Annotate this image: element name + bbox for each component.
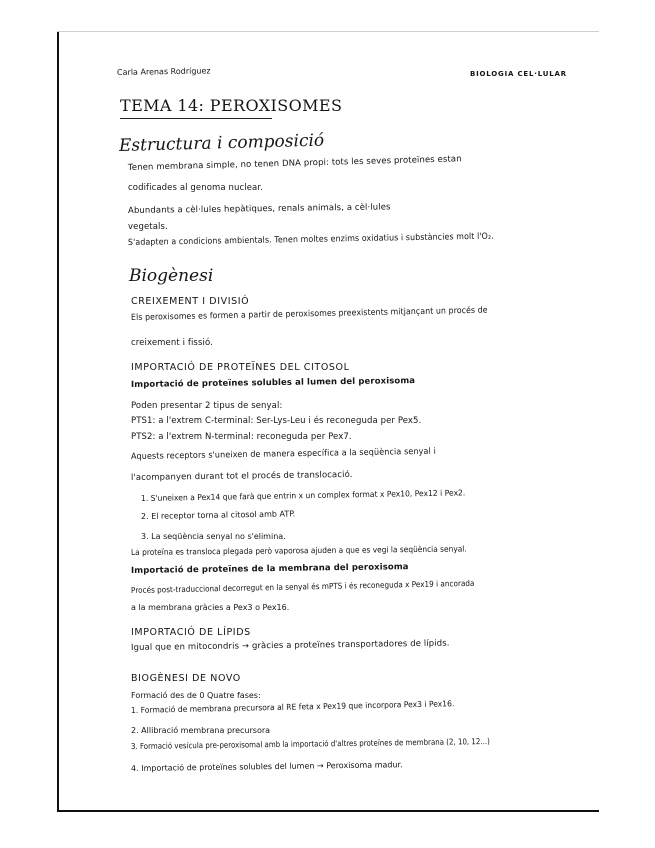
subject-label: BIOLOGIA CEL·LULAR [470, 70, 567, 78]
subheading-de-novo: BIOGÈNESI DE NOVO [131, 673, 241, 684]
heading-structure: Estructura i composició [118, 130, 325, 156]
structure-line-1: Tenen membrana simple, no tenen DNA propi: tots les seves proteïnes estan [127, 154, 462, 173]
author-name: Carla Arenas Rodríguez [116, 66, 211, 77]
import-line-3: PTS2: a l'extrem N-terminal: reconeguda per Pex7. [131, 432, 352, 442]
de-novo-step-1: 1. Formació de membrana precursora al RE feta x Pex19 que incorpora Pex3 i Pex16. [130, 699, 455, 715]
soluble-import-title: Importació de proteïnes solubles al lumen del peroxisoma [130, 376, 416, 390]
structure-line-4: vegetals. [128, 222, 168, 232]
membrane-line-2: a la membrana gràcies a Pex3 o Pex16. [131, 603, 290, 612]
import-line-2: PTS1: a l'extrem C-terminal: Ser-Lys-Leu i és reconeguda per Pex5. [131, 416, 422, 426]
import-step-1: 1. S'uneixen a Pex14 que farà que entrin x un complex format x Pex10, Pex12 i Pex2. [140, 488, 466, 503]
title-underline [120, 118, 272, 119]
subheading-protein-import: IMPORTACIÓ DE PROTEÏNES DEL CITOSOL [131, 362, 350, 373]
membrane-import-title: Importació de proteïnes de la membrana del peroxisoma [130, 562, 409, 576]
page-edge [57, 31, 599, 32]
structure-line-5: S'adapten a condicions ambientals. Tenen moltes enzims oxidatius i substàncies molt l'O₂. [127, 231, 494, 248]
import-line-4: Aquests receptors s'uneixen de manera específica a la seqüència senyal i [130, 446, 436, 462]
growth-line-2: creixement i fissió. [131, 338, 213, 348]
de-novo-line-1: Formació des de 0 Quatre fases: [131, 691, 261, 700]
import-line-1: Poden presentar 2 tipus de senyal: [131, 401, 283, 411]
import-folded-note: La proteïna es transloca plegada però vaporosa ajuden a que es vegi la seqüència senyal. [130, 544, 467, 557]
lipid-line-1: Igual que en mitocondris → gràcies a proteïnes transportadores de lípids. [130, 638, 450, 653]
de-novo-step-2: 2. Allibració membrana precursora [131, 726, 271, 735]
import-step-2: 2. El receptor torna al citosol amb ATP. [140, 509, 296, 521]
de-novo-step-4: 4. Importació de proteïnes solubles del lumen → Peroxisoma madur. [130, 760, 403, 773]
growth-line-1: Els peroxisomes es formen a partir de peroxisomes preexistents mitjançant un procés de [130, 305, 488, 323]
subheading-growth: CREIXEMENT I DIVISIÓ [131, 296, 250, 307]
page-title: TEMA 14: PEROXISOMES [120, 96, 343, 115]
structure-line-2: codificades al genoma nuclear. [128, 183, 263, 193]
membrane-line-1: Procés post-traduccional decorregut en la senyal és mPTS i és reconeguda x Pex19 i ancorada [130, 578, 475, 595]
heading-biogenesis: Biogènesi [129, 266, 214, 286]
subheading-lipid-import: IMPORTACIÓ DE LÍPIDS [131, 627, 251, 638]
import-step-3: 3. La seqüència senyal no s'elimina. [141, 532, 286, 541]
structure-line-3: Abundants a cèl·lules hepàtiques, renals animals, a cèl·lules [127, 202, 391, 216]
de-novo-step-3: 3. Formació vesícula pre-peroxisomal amb la importació d'altres proteïnes de membrana (2, 10, 12...) [130, 736, 490, 751]
import-line-5: l'acompanyen durant tot el procés de translocació. [130, 469, 353, 483]
